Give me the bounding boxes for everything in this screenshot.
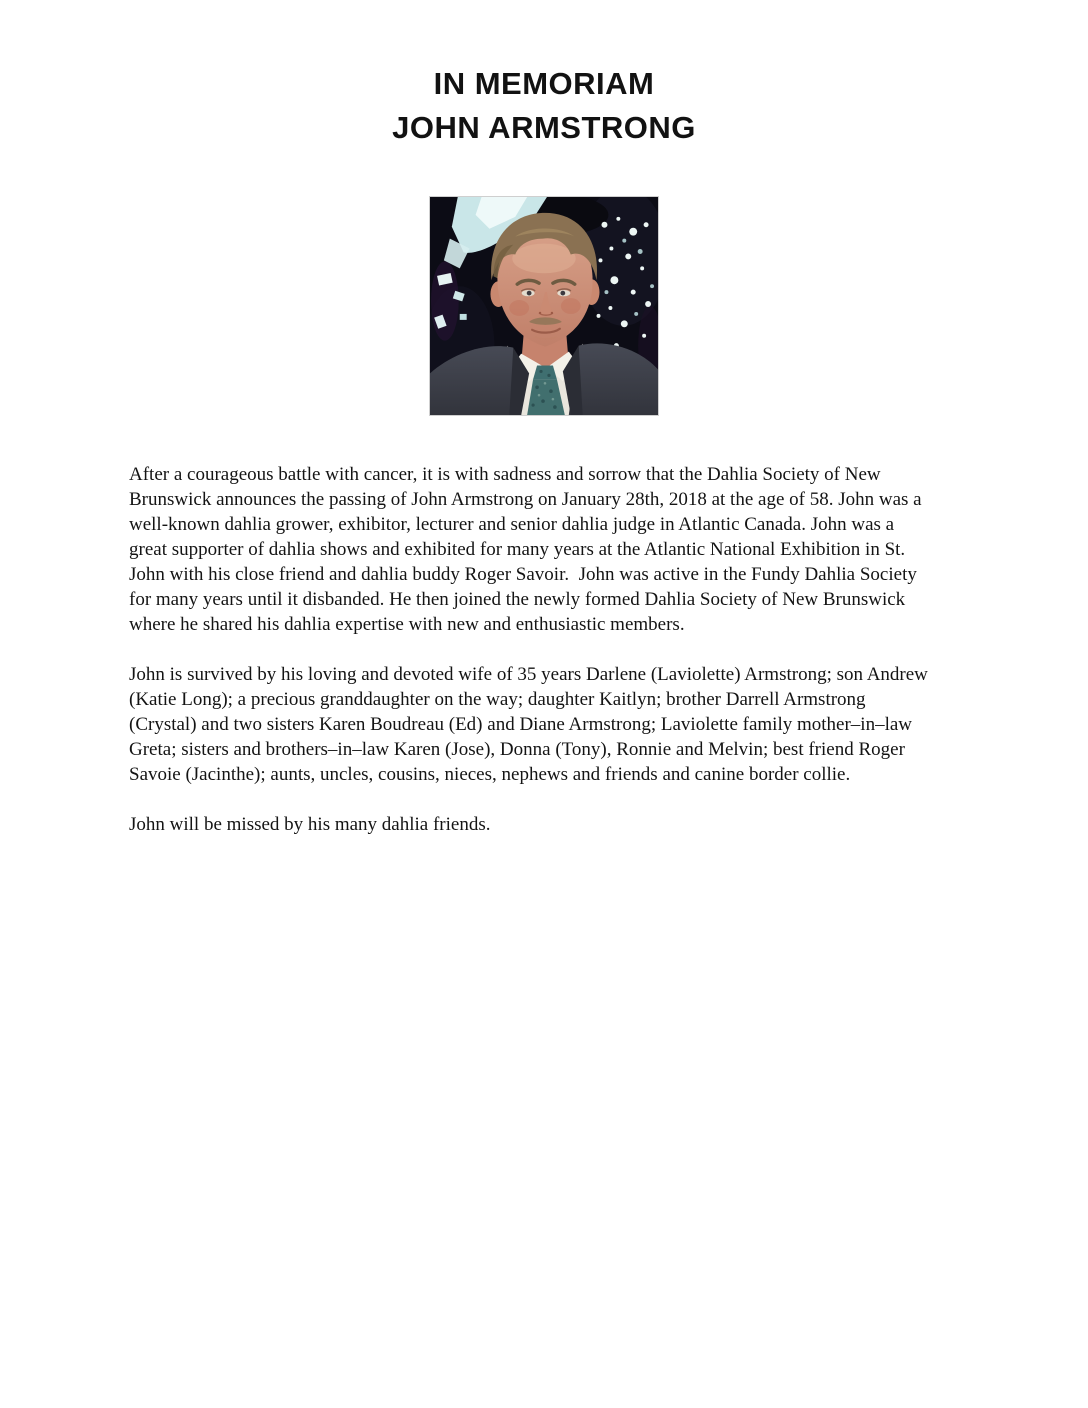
title-line-memoriam: IN MEMORIAM [433,66,655,101]
text-line: (Katie Long); a precious granddaughter on the way; daughter Kaitlyn; brother Darrell Armstrong [129,689,866,710]
text-line: John with his close friend and dahlia buddy Roger Savoir. John was active in the Fundy Dahlia Society [129,564,917,585]
text-line: great supporter of dahlia shows and exhibited for many years at the Atlantic National Exhibition in St. [129,539,906,560]
text-line: where he shared his dahlia expertise with new and enthusiastic members. [129,614,685,635]
portrait-illustration [430,197,658,415]
text-line: well-known dahlia grower, exhibitor, lecturer and senior dahlia judge in Atlantic Canada. John was a [129,514,895,535]
document-title [0,62,1088,150]
obituary-text [129,462,989,837]
text-line: Savoie (Jacinthe); aunts, uncles, cousins, nieces, nephews and friends and canine border collie. [129,764,851,785]
paragraph-1 [129,462,989,637]
text-line: John is survived by his loving and devoted wife of 35 years Darlene (Laviolette) Armstrong; son Andrew [129,664,928,685]
text-line: After a courageous battle with cancer, it is with sadness and sorrow that the Dahlia Society of New [129,464,881,485]
text-line: for many years until it disbanded. He then joined the newly formed Dahlia Society of New Brunswick [129,589,906,610]
text-line: Greta; sisters and brothers–in–law Karen (Jose), Donna (Tony), Ronnie and Melvin; best friend Roger [129,739,905,760]
portrait-photo [429,196,659,416]
paragraph-3 [129,812,989,837]
text-line: John will be missed by his many dahlia friends. [129,814,491,835]
text-line: (Crystal) and two sisters Karen Boudreau (Ed) and Diane Armstrong; Laviolette family mother–in–law [129,714,913,735]
text-line: Brunswick announces the passing of John Armstrong on January 28th, 2018 at the age of 58. John was a [129,489,922,510]
title-line-name: JOHN ARMSTRONG [392,110,696,145]
paragraph-2 [129,662,989,787]
